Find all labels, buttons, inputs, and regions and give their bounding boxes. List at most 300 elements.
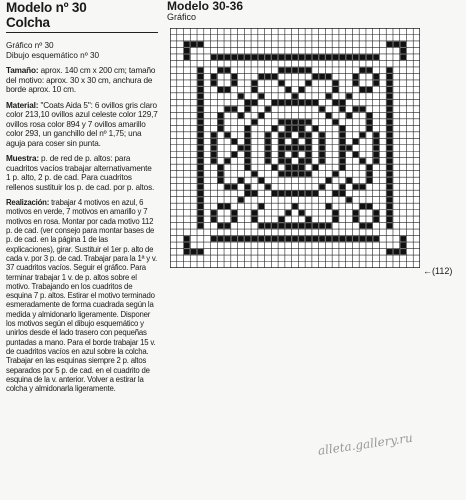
- filled-cell: [387, 41, 393, 46]
- filled-cell: [319, 145, 325, 150]
- filled-cell: [285, 132, 291, 137]
- chart-header: [167, 0, 243, 22]
- filled-cell: [387, 210, 393, 215]
- filled-cell: [198, 145, 204, 150]
- filled-cell: [333, 210, 339, 215]
- model-title: Modelo 30-36: [167, 0, 244, 13]
- filled-cell: [279, 223, 285, 228]
- filled-cell: [218, 87, 224, 92]
- filled-cell: [292, 139, 298, 144]
- filled-cell: [319, 106, 325, 111]
- filled-cell: [353, 139, 359, 144]
- filled-cell: [366, 165, 372, 170]
- filled-cell: [225, 87, 231, 92]
- filled-cell: [225, 184, 231, 189]
- filled-cell: [184, 54, 190, 59]
- filled-cell: [258, 178, 264, 183]
- filled-cell: [366, 119, 372, 124]
- filled-cell: [387, 204, 393, 209]
- filled-cell: [366, 204, 372, 209]
- filled-cell: [265, 184, 271, 189]
- filled-cell: [198, 249, 204, 254]
- filled-cell: [353, 74, 359, 79]
- filled-cell: [198, 139, 204, 144]
- filled-cell: [333, 217, 339, 222]
- filled-cell: [198, 126, 204, 131]
- filled-cell: [387, 217, 393, 222]
- filled-cell: [184, 243, 190, 248]
- filled-cell: [238, 54, 244, 59]
- filled-cell: [279, 191, 285, 196]
- filled-cell: [312, 236, 318, 241]
- filled-cell: [366, 236, 372, 241]
- filled-cell: [218, 178, 224, 183]
- filled-cell: [184, 41, 190, 46]
- filled-cell: [231, 152, 237, 157]
- filled-cell: [238, 178, 244, 183]
- filled-cell: [258, 223, 264, 228]
- filled-cell: [400, 249, 406, 254]
- filled-cell: [299, 158, 305, 163]
- filled-cell: [184, 249, 190, 254]
- filled-cell: [339, 139, 345, 144]
- filled-cell: [299, 100, 305, 105]
- title-block: [6, 0, 158, 33]
- filled-cell: [387, 145, 393, 150]
- filled-cell: [285, 158, 291, 163]
- procedure-paragraph: [6, 198, 158, 393]
- filled-cell: [231, 139, 237, 144]
- filled-cell: [299, 54, 305, 59]
- filled-cell: [198, 41, 204, 46]
- filled-cell: [339, 158, 345, 163]
- filled-cell: [387, 74, 393, 79]
- filled-cell: [339, 236, 345, 241]
- filled-cell: [339, 145, 345, 150]
- filled-cell: [285, 236, 291, 241]
- filled-cell: [387, 139, 393, 144]
- filled-cell: [238, 236, 244, 241]
- row-count-label: ←(112): [423, 266, 453, 276]
- filled-cell: [218, 119, 224, 124]
- filled-cell: [225, 67, 231, 72]
- filled-cell: [198, 165, 204, 170]
- filled-cell: [292, 152, 298, 157]
- filled-cell: [299, 67, 305, 72]
- filled-cell: [353, 184, 359, 189]
- filled-cell: [279, 236, 285, 241]
- filled-cell: [245, 152, 251, 157]
- filled-cell: [339, 106, 345, 111]
- filled-cell: [279, 152, 285, 157]
- filled-cell: [292, 165, 298, 170]
- filled-cell: [272, 165, 278, 170]
- filled-cell: [258, 236, 264, 241]
- filled-cell: [400, 48, 406, 53]
- filled-cell: [252, 80, 258, 85]
- filled-cell: [299, 87, 305, 92]
- filled-cell: [198, 106, 204, 111]
- filled-cell: [285, 171, 291, 176]
- filled-cell: [353, 236, 359, 241]
- filled-cell: [292, 171, 298, 176]
- filled-cell: [211, 158, 217, 163]
- filled-cell: [299, 145, 305, 150]
- filled-cell: [292, 100, 298, 105]
- filled-cell: [299, 223, 305, 228]
- filled-cell: [306, 132, 312, 137]
- filled-cell: [326, 113, 332, 118]
- filled-cell: [198, 132, 204, 137]
- filled-cell: [245, 132, 251, 137]
- filled-cell: [292, 204, 298, 209]
- filled-cell: [225, 54, 231, 59]
- filled-cell: [387, 126, 393, 131]
- filled-cell: [326, 223, 332, 228]
- filled-cell: [306, 67, 312, 72]
- filled-cell: [258, 93, 264, 98]
- filled-cell: [292, 67, 298, 72]
- filled-cell: [211, 139, 217, 144]
- filled-cell: [211, 132, 217, 137]
- filled-cell: [218, 204, 224, 209]
- filled-cell: [245, 165, 251, 170]
- filled-cell: [238, 113, 244, 118]
- filled-cell: [198, 87, 204, 92]
- filled-cell: [339, 126, 345, 131]
- filled-cell: [366, 87, 372, 92]
- filled-cell: [279, 217, 285, 222]
- filled-cell: [292, 145, 298, 150]
- filled-cell: [306, 158, 312, 163]
- filled-cell: [218, 165, 224, 170]
- caption-block: [6, 41, 158, 60]
- filled-cell: [346, 113, 352, 118]
- filled-cell: [387, 184, 393, 189]
- filled-cell: [245, 145, 251, 150]
- filled-cell: [272, 223, 278, 228]
- filled-cell: [285, 126, 291, 131]
- filled-cell: [312, 100, 318, 105]
- filled-cell: [245, 158, 251, 163]
- filled-cell: [333, 100, 339, 105]
- filled-cell: [353, 210, 359, 215]
- filled-cell: [353, 106, 359, 111]
- filled-cell: [245, 54, 251, 59]
- filled-cell: [319, 54, 325, 59]
- model-subtitle: Gráfico: [167, 12, 197, 22]
- filled-cell: [360, 67, 366, 72]
- filled-cell: [333, 119, 339, 124]
- filled-cell: [252, 119, 258, 124]
- caption-chart: Gráfico nº 30: [6, 41, 54, 50]
- filled-cell: [292, 93, 298, 98]
- filled-cell: [360, 132, 366, 137]
- page-title: Modelo nº 30: [6, 0, 87, 15]
- filled-cell: [184, 48, 190, 53]
- filled-cell: [231, 106, 237, 111]
- filled-cell: [292, 236, 298, 241]
- filled-cell: [373, 158, 379, 163]
- filled-cell: [218, 236, 224, 241]
- filled-cell: [211, 152, 217, 157]
- filled-cell: [198, 197, 204, 202]
- filled-cell: [285, 67, 291, 72]
- filled-cell: [306, 171, 312, 176]
- filled-cell: [218, 67, 224, 72]
- filled-cell: [387, 152, 393, 157]
- filled-cell: [366, 54, 372, 59]
- filled-cell: [400, 243, 406, 248]
- filled-cell: [373, 217, 379, 222]
- filled-cell: [198, 119, 204, 124]
- filled-cell: [400, 236, 406, 241]
- filled-cell: [319, 184, 325, 189]
- filled-cell: [373, 74, 379, 79]
- filled-cell: [339, 152, 345, 157]
- filled-cell: [373, 80, 379, 85]
- filled-cell: [366, 113, 372, 118]
- filled-cell: [366, 178, 372, 183]
- filled-cell: [346, 145, 352, 150]
- filled-cell: [360, 204, 366, 209]
- filled-cell: [285, 145, 291, 150]
- filled-cell: [373, 236, 379, 241]
- filled-cell: [360, 54, 366, 59]
- filled-cell: [387, 119, 393, 124]
- filled-cell: [198, 171, 204, 176]
- filled-cell: [339, 191, 345, 196]
- filled-cell: [238, 197, 244, 202]
- filled-cell: [326, 236, 332, 241]
- filled-cell: [306, 54, 312, 59]
- filled-cell: [272, 191, 278, 196]
- filled-cell: [319, 74, 325, 79]
- filled-cell: [333, 236, 339, 241]
- filled-cell: [387, 171, 393, 176]
- filled-cell: [319, 139, 325, 144]
- filled-cell: [245, 106, 251, 111]
- filled-cell: [400, 54, 406, 59]
- filled-cell: [326, 204, 332, 209]
- filled-cell: [312, 126, 318, 131]
- procedure-label: Realización:: [6, 198, 50, 208]
- filled-cell: [387, 100, 393, 105]
- filled-cell: [211, 210, 217, 215]
- filled-cell: [319, 132, 325, 137]
- filled-cell: [231, 54, 237, 59]
- filled-cell: [238, 93, 244, 98]
- filled-cell: [346, 197, 352, 202]
- sample-paragraph: [6, 154, 158, 192]
- filled-cell: [191, 41, 197, 46]
- filled-cell: [265, 158, 271, 163]
- filled-cell: [346, 236, 352, 241]
- filled-cell: [339, 100, 345, 105]
- filled-cell: [299, 119, 305, 124]
- filled-cell: [312, 74, 318, 79]
- filled-cell: [366, 126, 372, 131]
- filled-cell: [245, 184, 251, 189]
- caption-diagram: Dibujo esquemático nº 30: [6, 50, 100, 60]
- filled-cell: [306, 191, 312, 196]
- filled-cell: [272, 126, 278, 131]
- filled-cell: [198, 74, 204, 79]
- filled-cell: [279, 67, 285, 72]
- filled-cell: [285, 100, 291, 105]
- filled-cell: [231, 74, 237, 79]
- filled-cell: [306, 217, 312, 222]
- filled-cell: [373, 145, 379, 150]
- filled-cell: [225, 236, 231, 241]
- sample-label: Muestra:: [6, 154, 39, 164]
- filled-cell: [353, 80, 359, 85]
- filled-cell: [319, 236, 325, 241]
- filled-cell: [387, 178, 393, 183]
- filled-cell: [225, 132, 231, 137]
- filled-cell: [198, 178, 204, 183]
- filled-cell: [299, 165, 305, 170]
- filled-cell: [312, 223, 318, 228]
- filled-cell: [191, 249, 197, 254]
- filled-cell: [306, 145, 312, 150]
- filled-cell: [265, 139, 271, 144]
- filled-cell: [198, 152, 204, 157]
- filled-cell: [333, 191, 339, 196]
- filled-cell: [285, 87, 291, 92]
- filled-cell: [360, 223, 366, 228]
- filled-cell: [198, 204, 204, 209]
- filled-cell: [231, 210, 237, 215]
- filled-cell: [211, 145, 217, 150]
- filled-cell: [373, 139, 379, 144]
- filled-cell: [279, 145, 285, 150]
- filled-cell: [198, 184, 204, 189]
- filled-cell: [387, 158, 393, 163]
- filled-cell: [265, 74, 271, 79]
- filled-cell: [339, 165, 345, 170]
- size-label: Tamaño:: [6, 66, 39, 76]
- filled-cell: [245, 139, 251, 144]
- procedure-text: trabajar 4 motivos en azul, 6 motivos en verde, 7 motivos en amarillo y 7 motivos en rosa. Montar por cada motivo 112 p. de cad. (ver consejo para montar bases de p. de cad. en la página 1 de las explicaciones), girar. Sustituir el 1er p. alto de cada v. por 3 p. de cad. Trabajar para la 1ª y v. 37 cuadritos vacíos. Seguir el gráfico. Para terminar trabajar 1 v. de p. altos sobre el motivo. Trabajando en los cuadritos de esquina 7 p. altos. Estirar el motivo terminado esmeradamente de forma cuadrada según la medida y almidonarlo ligeramente. Disponer los motivos según el dibujo esquemático y unirlos desde el lado trasero con pequeñas puntadas a mano. Para el borde trabajar 15 v. de cuadritos vacíos en azul sobre la colcha. Trabajar en las esquinas siempre 2 p. altos separados por 5 p. de cad. en el cuadrito de esquina de la v. anterior. Volver a estirar la colcha y almidonarla ligeramente.: [6, 198, 157, 394]
- filled-cell: [218, 223, 224, 228]
- filled-cell: [373, 210, 379, 215]
- filled-cell: [306, 223, 312, 228]
- filled-cell: [353, 152, 359, 157]
- filled-cell: [198, 217, 204, 222]
- filled-cell: [346, 93, 352, 98]
- material-paragraph: [6, 101, 158, 149]
- filled-cell: [211, 54, 217, 59]
- filled-cell: [319, 223, 325, 228]
- filled-cell: [279, 158, 285, 163]
- page-subtitle: Colcha: [6, 15, 50, 30]
- filled-cell: [393, 41, 399, 46]
- filled-cell: [198, 93, 204, 98]
- filled-cell: [225, 204, 231, 209]
- filled-cell: [252, 217, 258, 222]
- filled-cell: [312, 165, 318, 170]
- filled-cell: [326, 178, 332, 183]
- material-label: Material:: [6, 100, 39, 110]
- filled-cell: [272, 100, 278, 105]
- filled-cell: [306, 152, 312, 157]
- filled-cell: [265, 106, 271, 111]
- filled-cell: [252, 54, 258, 59]
- filled-cell: [299, 236, 305, 241]
- sample-text: p. de red de p. altos: para cuadritos vacíos trabajar alternativamente 1 p. alto, 2 p. de cad. Para cuadritos rellenos sustituir los p. de cad. por p. altos.: [6, 154, 155, 192]
- filled-cell: [387, 87, 393, 92]
- filled-cell: [339, 54, 345, 59]
- filled-cell: [292, 54, 298, 59]
- instructions-column: [6, 0, 158, 399]
- filled-cell: [319, 158, 325, 163]
- filled-cell: [299, 126, 305, 131]
- filled-cell: [245, 236, 251, 241]
- filled-cell: [387, 165, 393, 170]
- filled-cell: [252, 191, 258, 196]
- material-text: "Coats Aida 5": 6 ovillos gris claro color 213,10 ovillos azul celeste color 129,7 ovillos rosa color 894 y 7 ovillos amarillo color 293, un ganchillo del nº 1,75; una aguja para coser sin punta.: [6, 100, 158, 148]
- filled-cell: [218, 113, 224, 118]
- filled-cell: [285, 119, 291, 124]
- filled-cell: [319, 152, 325, 157]
- filled-cell: [285, 54, 291, 59]
- filled-cell: [285, 191, 291, 196]
- filled-cell: [218, 54, 224, 59]
- filled-cell: [353, 54, 359, 59]
- filled-cell: [245, 100, 251, 105]
- filled-cell: [258, 113, 264, 118]
- filled-cell: [279, 139, 285, 144]
- filled-cell: [198, 113, 204, 118]
- filled-cell: [198, 191, 204, 196]
- filled-cell: [252, 210, 258, 215]
- filled-cell: [252, 171, 258, 176]
- filled-cell: [265, 152, 271, 157]
- filled-cell: [299, 210, 305, 215]
- filled-cell: [238, 145, 244, 150]
- filled-cell: [360, 158, 366, 163]
- filled-cell: [393, 249, 399, 254]
- filled-cell: [198, 210, 204, 215]
- filled-cell: [265, 223, 271, 228]
- filled-cell: [252, 87, 258, 92]
- filled-cell: [285, 165, 291, 170]
- filled-cell: [225, 106, 231, 111]
- filled-cell: [211, 80, 217, 85]
- filled-cell: [387, 106, 393, 111]
- filled-cell: [373, 152, 379, 157]
- filled-cell: [387, 132, 393, 137]
- filled-cell: [279, 100, 285, 105]
- filled-cell: [272, 236, 278, 241]
- filled-cell: [285, 210, 291, 215]
- filled-cell: [373, 54, 379, 59]
- filled-cell: [258, 74, 264, 79]
- filled-cell: [360, 106, 366, 111]
- filled-cell: [211, 74, 217, 79]
- filled-cell: [333, 54, 339, 59]
- filled-cell: [225, 158, 231, 163]
- filled-cell: [306, 119, 312, 124]
- filled-cell: [360, 87, 366, 92]
- filled-cell: [279, 54, 285, 59]
- filled-cell: [272, 54, 278, 59]
- filled-cell: [360, 184, 366, 189]
- filled-cell: [366, 67, 372, 72]
- filled-cell: [292, 119, 298, 124]
- filled-cell: [184, 236, 190, 241]
